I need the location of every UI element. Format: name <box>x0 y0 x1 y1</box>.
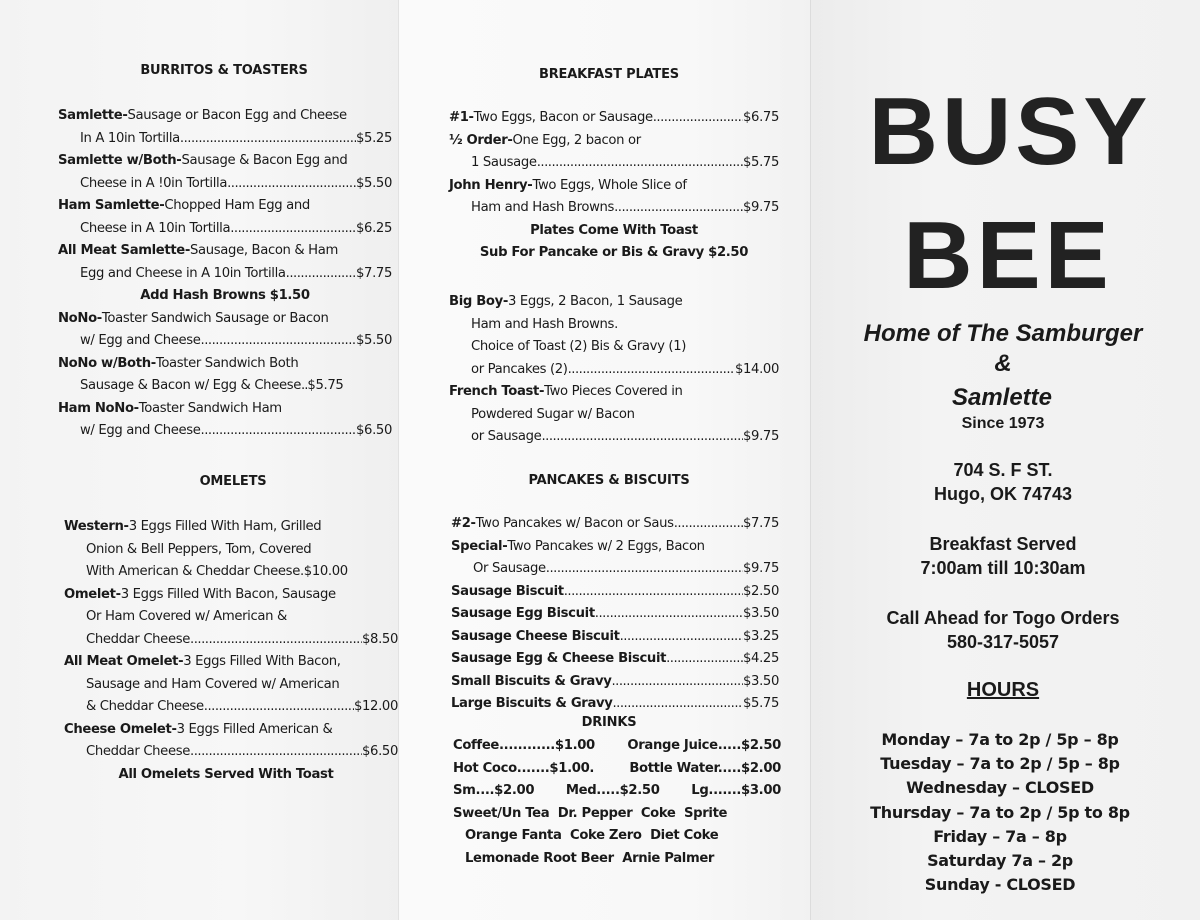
menu-item-price-line <box>451 671 779 694</box>
drinks-row <box>453 758 781 781</box>
item-price: $9.75 <box>742 429 779 444</box>
item-name: All Meat Samlette- <box>58 243 191 258</box>
since-year: Since 1973 <box>961 415 1045 432</box>
drinks-list <box>453 735 781 870</box>
item-name: Ham Samlette- <box>58 198 165 213</box>
menu-item <box>64 584 398 607</box>
tagline-samlette: Samlette <box>951 384 1053 411</box>
soda-list: Orange Fanta Coke Zero Diet Coke <box>465 828 719 843</box>
item-desc: Sausage & Bacon Egg and <box>181 153 348 168</box>
item-price: $5.75 <box>742 696 779 711</box>
menu-item-price-line <box>64 629 398 652</box>
restaurant-name-line1: BUSY <box>868 78 1152 185</box>
tagline: Home of The Samburger <box>863 320 1143 347</box>
menu-item-price-line <box>64 741 398 764</box>
drinks-row <box>453 735 781 758</box>
hash-browns-note: Add Hash Browns $1.50 <box>140 288 310 303</box>
menu-item-price-line <box>64 561 398 584</box>
item-desc: Two Eggs, Bacon or Sausage <box>473 110 653 125</box>
item-name: All Meat Omelet- <box>64 654 184 669</box>
item-name: Omelet- <box>64 586 121 602</box>
menu-item <box>58 105 392 128</box>
address-city: Hugo, OK 74743 <box>933 484 1073 504</box>
item-name: Samlette w/Both- <box>58 153 182 168</box>
item-desc: Cheese in A 10in Tortilla <box>80 220 231 236</box>
item-name: ½ Order- <box>449 132 513 148</box>
section-title-drinks: DRINKS <box>581 715 637 730</box>
menu-item-price-line <box>449 152 779 175</box>
item-price: $2.50 <box>742 583 779 599</box>
tagline-ampersand: & <box>994 350 1012 377</box>
menu-item-price-line <box>449 359 779 382</box>
item-name: Cheese Omelet- <box>64 721 177 737</box>
hours-monday: Monday – 7a to 2p / 5p – 8p <box>881 730 1119 749</box>
drink-size-small: Sm....$2.00 <box>453 783 535 798</box>
hours-wednesday: Wednesday – CLOSED <box>906 778 1094 798</box>
menu-item <box>449 291 779 314</box>
drink-size-large: Lg.......$3.00 <box>691 783 781 798</box>
item-desc: Or Ham Covered w/ American & <box>86 609 287 624</box>
drinks-row <box>453 780 781 803</box>
item-desc: 3 Eggs Filled With Bacon, Sausage <box>120 586 336 602</box>
plates-list <box>449 107 779 265</box>
section-title-omelets: OMELETS <box>199 474 267 489</box>
hours-friday: Friday – 7a – 8p <box>933 826 1067 846</box>
item-name: Sausage Biscuit <box>451 583 564 599</box>
item-name: NoNo w/Both- <box>58 355 156 371</box>
item-desc: 3 Eggs Filled With Ham, Grilled <box>128 519 322 534</box>
item-price: $3.25 <box>742 628 779 644</box>
item-desc: Choice of Toast (2) Bis & Gravy (1) <box>471 339 687 354</box>
drink-bottle-water: Bottle Water.....$2.00 <box>629 760 781 776</box>
menu-item-price-line <box>58 128 392 151</box>
item-name: NoNo- <box>58 310 102 326</box>
soda-list: Sweet/Un Tea Dr. Pepper Coke Sprite <box>453 805 728 821</box>
plates-sub-note: Sub For Pancake or Bis & Gravy $2.50 <box>479 245 749 260</box>
item-desc: Sausage, Bacon & Ham <box>190 243 338 258</box>
hours-sunday: Sunday - CLOSED <box>924 875 1076 895</box>
item-price: $6.75 <box>742 110 779 125</box>
menu-item-price-line: Sausage & Bacon w/ Egg & Cheese .. $5.75 <box>58 375 392 398</box>
item-desc: One Egg, 2 bacon or <box>512 132 641 148</box>
item-price: $3.50 <box>742 673 779 689</box>
left-panel <box>0 0 398 920</box>
item-desc: or Sausage <box>471 429 542 444</box>
drink-coffee: Coffee............$1.00 <box>453 738 595 753</box>
item-name: Sausage Egg & Cheese Biscuit <box>451 651 667 666</box>
menu-item-price-line <box>451 603 779 626</box>
item-desc: Two Eggs, Whole Slice of <box>532 177 687 193</box>
soda-list: Lemonade Root Beer Arnie Palmer <box>465 850 715 866</box>
item-desc: Toaster Sandwich Ham <box>138 400 282 416</box>
item-price: $5.75 <box>742 155 779 170</box>
item-desc: & Cheddar Cheese <box>86 699 204 714</box>
hours-thursday: Thursday – 7a to 2p / 5p to 8p <box>870 802 1130 822</box>
plates-list-2 <box>449 291 779 449</box>
item-name: Sausage Egg Biscuit <box>451 606 595 621</box>
item-desc: Two Pancakes w/ 2 Eggs, Bacon <box>507 538 705 554</box>
item-name: Samlette- <box>58 108 128 123</box>
item-desc: Two Pancakes w/ Bacon or Saus <box>475 516 674 531</box>
hours-tuesday: Tuesday – 7a to 2p / 5p – 8p <box>880 754 1120 774</box>
item-desc: 1 Sausage <box>471 155 537 170</box>
menu-item-price-line <box>58 330 392 353</box>
menu-item <box>58 195 392 218</box>
pancakes-list <box>451 513 779 716</box>
call-ahead: Call Ahead for Togo Orders <box>886 608 1120 628</box>
menu-item <box>64 651 398 674</box>
hours-title: HOURS <box>966 679 1040 701</box>
menu-item <box>58 353 392 376</box>
menu-item-price-line <box>451 558 779 581</box>
item-desc: With American & Cheddar Cheese. <box>86 564 304 579</box>
middle-panel <box>398 0 811 920</box>
item-desc: or Pancakes (2) <box>471 361 568 377</box>
item-price: $6.25 <box>355 220 392 236</box>
menu-item-price-line <box>58 263 392 286</box>
menu-item-price-line <box>64 696 398 719</box>
item-name: #2- <box>451 516 476 531</box>
menu-item <box>449 175 779 198</box>
item-price: $5.25 <box>355 130 392 146</box>
item-price: $9.75 <box>742 200 779 215</box>
item-desc: Ham and Hash Browns. <box>471 316 618 332</box>
item-desc: Chopped Ham Egg and <box>164 198 310 213</box>
item-name: Large Biscuits & Gravy <box>451 696 613 711</box>
address-street: 704 S. F ST. <box>953 460 1053 480</box>
cover-panel <box>810 0 1200 920</box>
menu-item <box>58 398 392 421</box>
item-name: Sausage Cheese Biscuit <box>451 628 620 644</box>
drink-size-medium: Med.....$2.50 <box>565 783 660 798</box>
breakfast-served: Breakfast Served <box>929 534 1077 554</box>
phone-number[interactable]: 580-317-5057 <box>946 632 1060 652</box>
item-price: $5.50 <box>355 333 392 348</box>
section-title-pancakes: PANCAKES & BISCUITS <box>528 473 690 488</box>
item-price: $10.00 <box>303 564 348 579</box>
item-name: Western- <box>64 519 129 534</box>
item-desc: Cheese in A !0in Tortilla <box>80 175 228 191</box>
menu-item <box>64 516 398 539</box>
menu-item <box>449 130 779 153</box>
section-title-burritos: BURRITOS & TOASTERS <box>140 63 308 78</box>
item-name: Ham NoNo- <box>58 400 139 416</box>
restaurant-name-line2: BEE <box>903 202 1113 309</box>
menu-item-price-line <box>449 197 779 220</box>
item-price: $5.75 <box>307 378 344 393</box>
menu-item-price-line <box>449 426 779 449</box>
item-name: Small Biscuits & Gravy <box>451 673 612 689</box>
item-desc: Toaster Sandwich Both <box>155 355 299 371</box>
menu-item-price-line <box>58 173 392 196</box>
item-price: $5.50 <box>355 175 392 191</box>
item-desc: Sausage and Ham Covered w/ American <box>86 676 340 692</box>
item-desc: Or Sausage <box>473 561 546 576</box>
item-desc: Sausage or Bacon Egg and Cheese <box>127 108 347 123</box>
hours-saturday: Saturday 7a – 2p <box>927 851 1073 871</box>
item-name: John Henry- <box>449 177 533 193</box>
item-price: $8.50 <box>361 631 398 647</box>
item-desc: 3 Eggs, 2 Bacon, 1 Sausage <box>507 294 683 309</box>
item-price: $6.50 <box>361 744 398 759</box>
item-name: Big Boy- <box>449 294 508 309</box>
menu-item <box>451 536 779 559</box>
item-price: $4.25 <box>742 651 779 666</box>
item-price: $3.50 <box>742 606 779 621</box>
item-desc: Ham and Hash Browns <box>471 200 615 215</box>
item-desc: Cheddar Cheese <box>86 744 190 759</box>
item-desc: Toaster Sandwich Sausage or Bacon <box>101 310 329 326</box>
item-name: Special- <box>451 538 508 554</box>
menu-item-price-line <box>58 218 392 241</box>
burritos-list <box>58 105 392 443</box>
menu-item-price-line <box>451 513 779 536</box>
item-price: $9.75 <box>742 561 779 576</box>
item-desc: Cheddar Cheese <box>86 631 190 647</box>
item-price: $7.75 <box>355 265 392 281</box>
plates-toast-note: Plates Come With Toast <box>530 222 698 238</box>
menu-item-price-line <box>451 693 779 716</box>
menu-item <box>449 381 779 404</box>
item-price: $12.00 <box>353 699 398 714</box>
item-desc: 3 Eggs Filled American & <box>176 721 333 737</box>
menu-item-price-line <box>451 626 779 649</box>
menu-item <box>58 240 392 263</box>
item-desc: 3 Eggs Filled With Bacon, <box>183 654 341 669</box>
menu-item <box>58 308 392 331</box>
menu-item-price-line <box>449 107 779 130</box>
breakfast-hours: 7:00am till 10:30am <box>920 558 1086 578</box>
item-desc: w/ Egg and Cheese <box>80 333 201 348</box>
omelets-list <box>64 516 398 786</box>
hours-list <box>805 728 1195 897</box>
menu-item-price-line <box>451 581 779 604</box>
drink-orange-juice: Orange Juice.....$2.50 <box>627 738 781 753</box>
menu-item-price-line <box>451 648 779 671</box>
menu-item <box>58 150 392 173</box>
item-price: $7.75 <box>742 516 779 531</box>
item-price: $14.00 <box>734 361 779 377</box>
item-desc: In A 10in Tortilla <box>80 130 180 146</box>
menu-item-price-line <box>58 420 392 443</box>
item-desc: Sausage & Bacon w/ Egg & Cheese <box>80 378 302 393</box>
item-name: #1- <box>449 110 474 125</box>
item-desc: w/ Egg and Cheese <box>80 423 201 438</box>
item-desc: Two Pieces Covered in <box>544 384 683 399</box>
section-title-breakfast-plates: BREAKFAST PLATES <box>539 67 679 82</box>
item-desc: Powdered Sugar w/ Bacon <box>471 406 635 422</box>
drink-hot-coco: Hot Coco.......$1.00. <box>453 760 595 776</box>
item-desc: Egg and Cheese in A 10in Tortilla <box>80 265 286 281</box>
item-desc: Onion & Bell Peppers, Tom, Covered <box>86 541 312 557</box>
item-price: $6.50 <box>355 423 392 438</box>
omelets-toast-note: All Omelets Served With Toast <box>118 766 334 782</box>
item-name: French Toast- <box>449 384 545 399</box>
menu-item <box>64 719 398 742</box>
